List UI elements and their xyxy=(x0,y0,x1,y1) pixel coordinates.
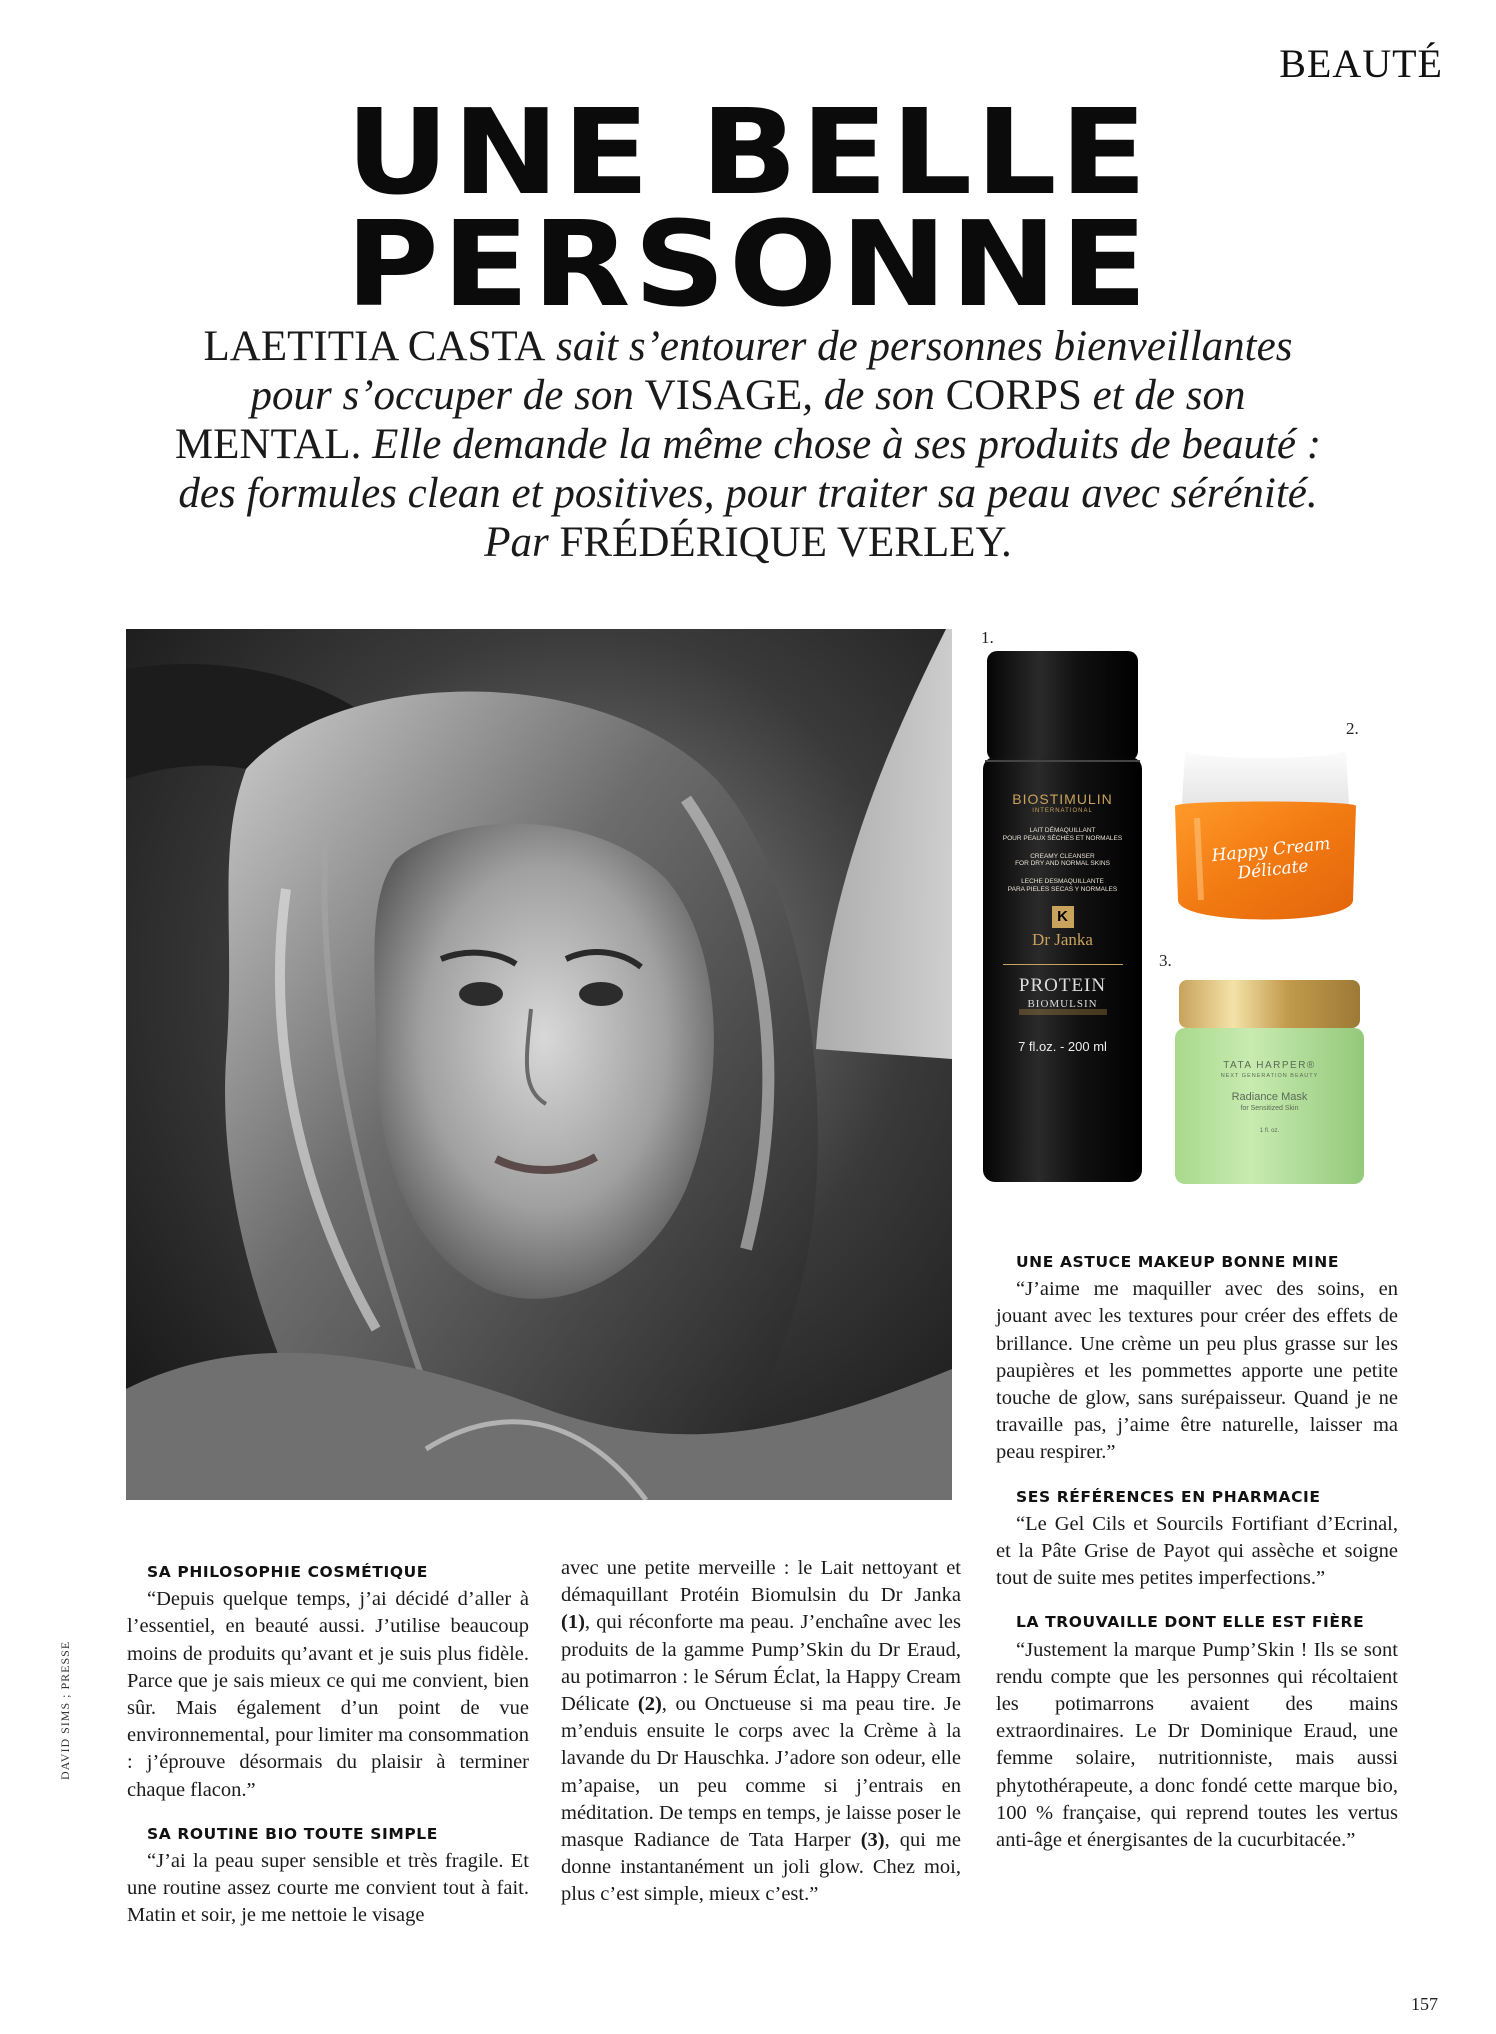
dek-text: et de son xyxy=(1081,372,1246,419)
bottle-es-label: LECHE DESMAQUILLANTE xyxy=(1021,878,1104,886)
article-paragraph: “J’aime me maquiller avec des soins, en jouant avec les textures pour créer des effets de brillance. Une crème un peu plus grasse sur les paupières et les pommettes apporte une petite touche de glow, sans surépaisseur. Quand je ne travaille pas, j’aime être naturelle, laisser ma peau respirer.” xyxy=(996,1278,1398,1464)
product-ref: (2) xyxy=(637,1693,662,1716)
portrait-illustration xyxy=(126,629,952,1500)
dek-text: des formules clean et positives, pour traiter sa peau avec sérénité. xyxy=(178,470,1318,517)
dek-keyword: CORPS xyxy=(945,372,1082,419)
dek-text: Elle demande la même chose à ses produits de beauté : xyxy=(361,421,1322,468)
page-number: 157 xyxy=(1411,1994,1438,2014)
dek-keyword: MENTAL. xyxy=(174,421,362,468)
jar-product-name: Radiance Mask xyxy=(1231,1091,1308,1104)
dr-janka-logo: K xyxy=(1052,906,1074,928)
subheading: LA TROUVAILLE DONT ELLE EST FIÈRE xyxy=(1016,1613,1365,1632)
jar-size: 1 fl. oz. xyxy=(1259,1127,1280,1134)
article-paragraph xyxy=(561,1555,961,1909)
product-3-jar xyxy=(1173,978,1366,1186)
bottle-en-label: CREAMY CLEANSER xyxy=(1030,852,1095,860)
bottle-es-sub: PARA PIELES SECAS Y NORMALES xyxy=(1007,885,1118,893)
dek-text: , de son xyxy=(802,372,946,419)
dek-byline-prefix: Par xyxy=(484,519,560,566)
dek-text: pour s’occuper de son xyxy=(250,372,645,419)
article-column-2 xyxy=(561,1555,961,1909)
product-ref: (3) xyxy=(860,1829,885,1852)
article-paragraph: “Depuis quelque temps, j’ai décidé d’aller à l’essentiel, en beauté aussi. J’utilise beaucoup moins de produits qu’avant et je suis plus fidèle. Parce que je sais mieux ce qui me convient, bien sûr. Mais également d’un point de vue environnemental, pour limiter ma consommation : j’éprouve désormais du plaisir à terminer chaque flacon.” xyxy=(127,1588,529,1801)
section-tag: BEAUTÉ xyxy=(1279,41,1443,86)
subheading: SES RÉFÉRENCES EN PHARMACIE xyxy=(1016,1487,1321,1506)
product-number-1: 1. xyxy=(981,628,994,647)
product-number-2: 2. xyxy=(1346,719,1359,738)
text-run: avec une petite merveille : le Lait nettoyant et démaquillant Protéin Biomulsin du Dr Janka xyxy=(561,1557,961,1607)
dek-author: FRÉDÉRIQUE VERLEY. xyxy=(559,519,1012,566)
standfirst xyxy=(150,322,1346,567)
jar-brand: TATA HARPER® xyxy=(1223,1060,1316,1071)
subheading: UNE ASTUCE MAKEUP BONNE MINE xyxy=(1016,1253,1340,1271)
article-column-3 xyxy=(996,1249,1398,1854)
bottle-brand: BIOSTIMULIN xyxy=(1012,791,1113,807)
dek-keyword: VISAGE xyxy=(644,372,803,419)
bottle-maker: Dr Janka xyxy=(1032,929,1093,949)
jar-product-sub: for Sensitized Skin xyxy=(1240,1105,1299,1113)
subheading: SA ROUTINE BIO TOUTE SIMPLE xyxy=(147,1824,438,1843)
text-run: , ou Onctueuse si ma peau tire. Je m’enduis ensuite le corps avec la Crème à la lavande du Dr Hauschka. J’adore son odeur, elle m’apaise, un peu comme si j’entrais en méditation. De temps en temps, je laisse poser le masque Radiance de Tata Harper xyxy=(561,1693,961,1852)
article-paragraph: “Le Gel Cils et Sourcils Fortifiant d’Ecrinal, et la Pâte Grise de Payot qui assèche et soigne tout de suite mes petites imperfections.” xyxy=(996,1512,1398,1590)
product-number-3: 3. xyxy=(1159,951,1172,970)
subheading: SA PHILOSOPHIE COSMÉTIQUE xyxy=(147,1563,428,1581)
text-run: , qui me donne instantanément un joli glow. Chez moi, plus c’est simple, mieux c’est.” xyxy=(561,1829,961,1906)
dek-name: LAETITIA CASTA xyxy=(203,323,546,370)
photo-credit: DAVID SIMS ; PRESSE xyxy=(58,1640,72,1780)
jar-label: Happy Cream Délicate xyxy=(1210,833,1332,884)
bottle-fr-label: LAIT DÉMAQUILLANT xyxy=(1029,826,1096,834)
product-ref: (1) xyxy=(561,1611,585,1634)
dek-text: sait s’entourer de personnes bienveillantes xyxy=(545,323,1293,370)
bottle-volume: 7 fl.oz. - 200 ml xyxy=(1018,1039,1107,1055)
bottle-product-name: PROTEIN xyxy=(1018,975,1107,997)
jar-tagline: NEXT GENERATION BEAUTY xyxy=(1220,1072,1319,1079)
headline-line-1: UNE BELLE xyxy=(345,83,1151,221)
bottle-product-name-2: BIOMULSIN xyxy=(1027,997,1098,1010)
bottle-en-sub: FOR DRY AND NORMAL SKINS xyxy=(1015,860,1110,868)
portrait-photo xyxy=(126,629,952,1500)
bottle-fr-sub: POUR PEAUX SÈCHES ET NORMALES xyxy=(1002,834,1123,842)
product-1-bottle xyxy=(983,651,1142,1182)
text-run: , qui réconforte ma peau. J’enchaîne avec les produits de la gamme Pump’Skin du Dr Eraud, au potimarron : le Sérum Éclat, la Happy Cream Délicate xyxy=(561,1611,961,1716)
bottle-brand-sub: INTERNATIONAL xyxy=(1032,807,1093,814)
article-paragraph: “J’ai la peau super sensible et très fragile. Et une routine assez courte me convient tout à fait. Matin et soir, je me nettoie le visage xyxy=(127,1850,529,1927)
article-paragraph: “Justement la marque Pump’Skin ! Ils se sont rendu compte que les personnes qui récoltaient les potimarrons avaient des mains extraordinaires. Le Dr Dominique Eraud, une femme solaire, nutritionniste, mais aussi phytothérapeute, a donc fondé cette marque bio, 100 % française, qui reprend toutes les vertus anti-âge et énergisantes de la cucurbitacée.” xyxy=(996,1638,1398,1852)
headline xyxy=(0,83,1496,333)
product-2-jar xyxy=(1167,740,1364,926)
article-column-1 xyxy=(127,1559,529,1930)
headline-line-2: PERSONNE xyxy=(345,195,1151,333)
